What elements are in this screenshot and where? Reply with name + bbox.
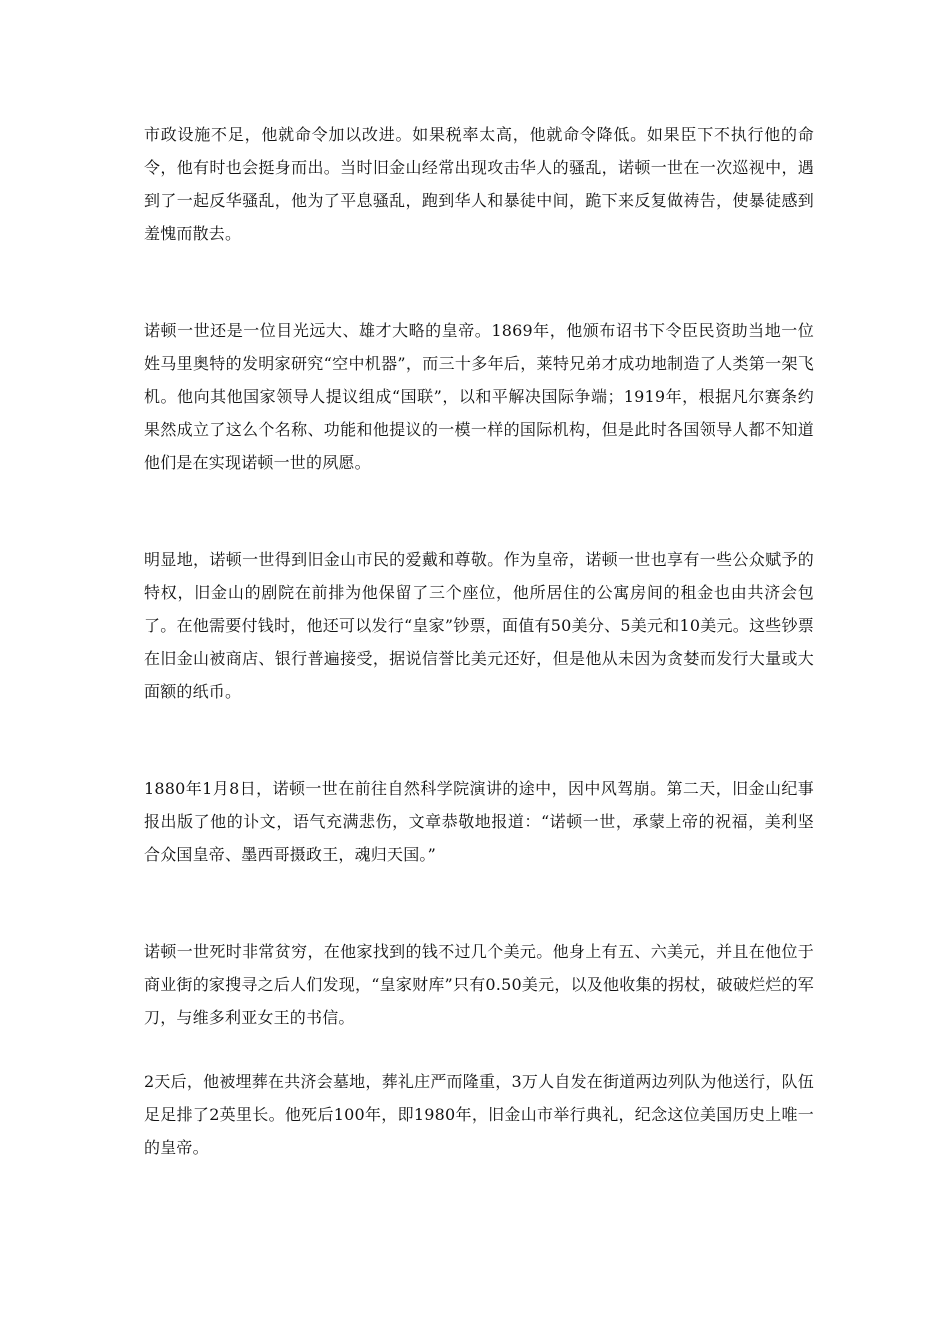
- paragraph-1: 市政设施不足，他就命令加以改进。如果税率太高，他就命令降低。如果臣下不执行他的命令，他有时也会挺身而出。当时旧金山经常出现攻击华人的骚乱，诺顿一世在一次巡视中，遇到了一起反华骚乱，他为了平息骚乱，跑到华人和暴徒中间，跪下来反复做祷告，使暴徒感到羞愧而散去。: [144, 125, 814, 243]
- paragraph-5: 诺顿一世死时非常贫穷，在他家找到的钱不过几个美元。他身上有五、六美元，并且在他位于商业街的家搜寻之后人们发现，“皇家财库”只有0.50美元，以及他收集的拐杖，破破烂烂的军刀，与维多利亚女王的书信。: [144, 942, 814, 1027]
- paragraph-3: 明显地，诺顿一世得到旧金山市民的爱戴和尊敬。作为皇帝，诺顿一世也享有一些公众赋予的特权，旧金山的剧院在前排为他保留了三个座位，他所居住的公寓房间的租金也由共济会包了。在他需要付钱时，他还可以发行“皇家”钞票，面值有50美分、5美元和10美元。这些钞票在旧金山被商店、银行普遍接受，据说信誉比美元还好，但是他从未因为贪婪而发行大量或大面额的纸币。: [144, 550, 814, 701]
- paragraph-6: 2天后，他被埋葬在共济会墓地，葬礼庄严而隆重，3万人自发在街道两边列队为他送行，队伍足足排了2英里长。他死后100年，即1980年，旧金山市举行典礼，纪念这位美国历史上唯一的皇帝。: [144, 1072, 814, 1157]
- paragraph-4: 1880年1月8日，诺顿一世在前往自然科学院演讲的途中，因中风驾崩。第二天，旧金山纪事报出版了他的讣文，语气充满悲伤，文章恭敬地报道：“诺顿一世，承蒙上帝的祝福，美利坚合众国皇帝、墨西哥摄政王，魂归天国。”: [144, 779, 814, 864]
- paragraph-2: 诺顿一世还是一位目光远大、雄才大略的皇帝。1869年，他颁布诏书下令臣民资助当地一位姓马里奥特的发明家研究“空中机器”，而三十多年后，莱特兄弟才成功地制造了人类第一架飞机。他向其他国家领导人提议组成“国联”，以和平解决国际争端；1919年，根据凡尔赛条约果然成立了这么个名称、功能和他提议的一模一样的国际机构，但是此时各国领导人都不知道他们是在实现诺顿一世的夙愿。: [144, 321, 814, 472]
